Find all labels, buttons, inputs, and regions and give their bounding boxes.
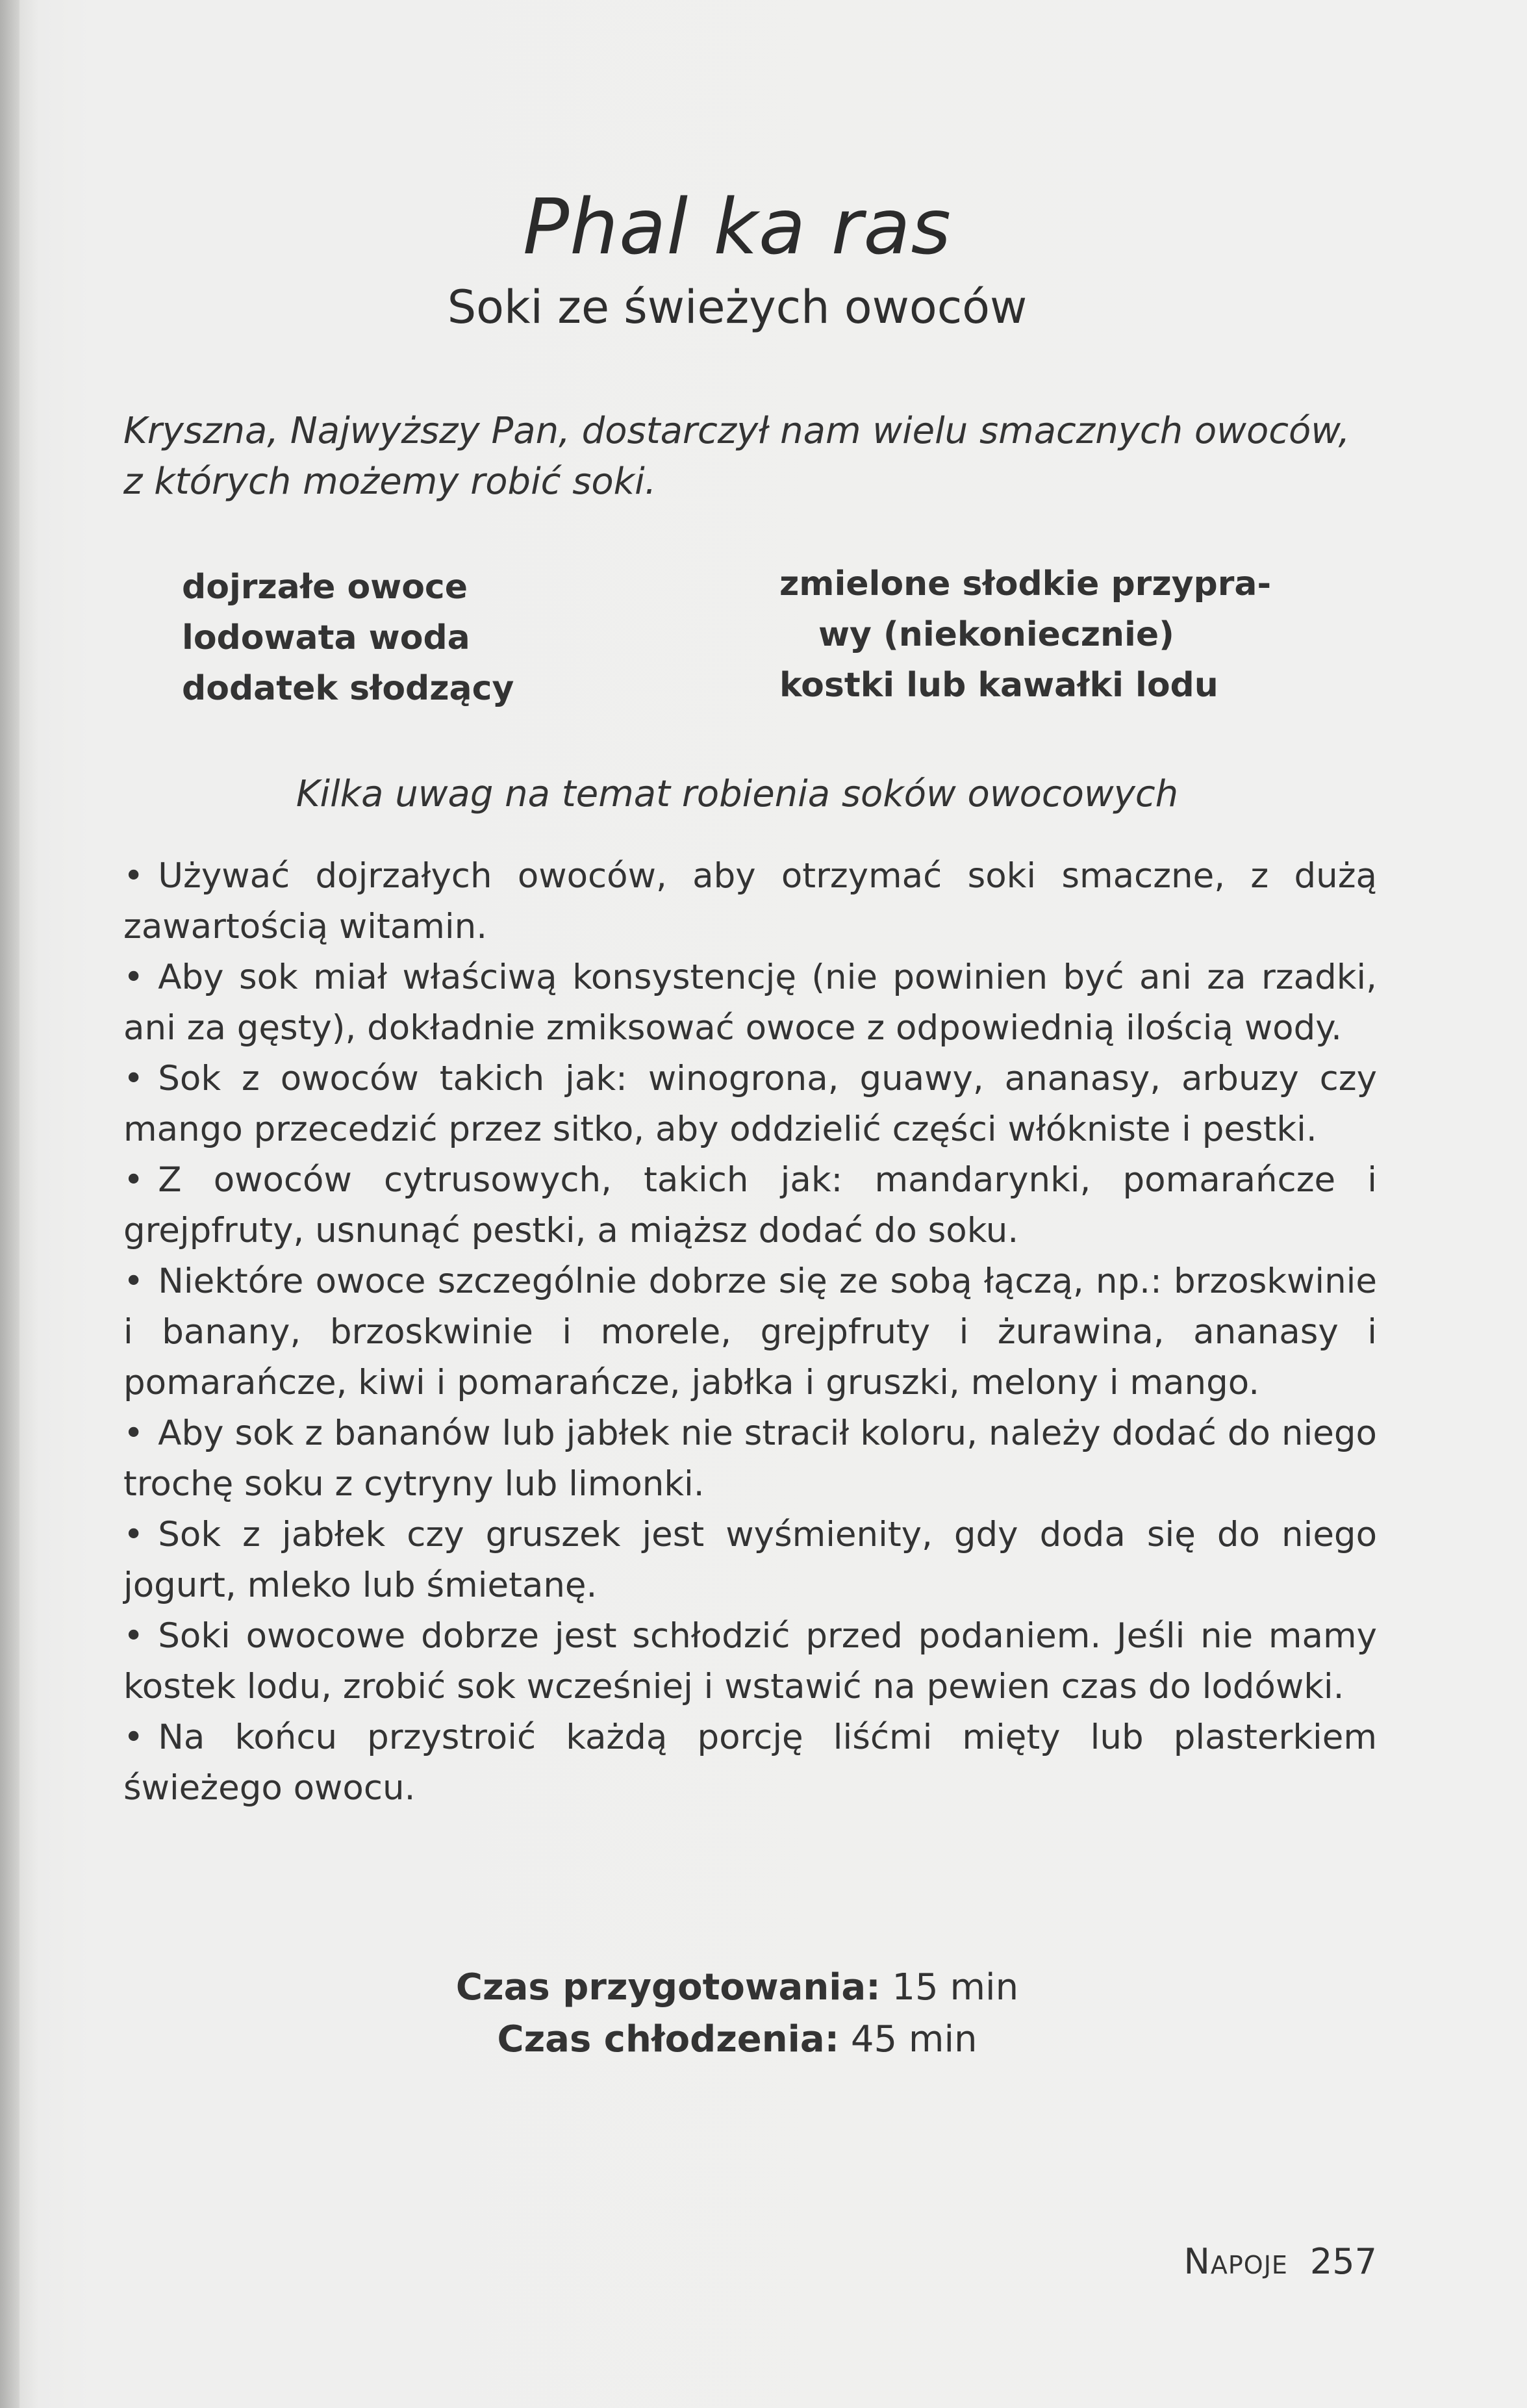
tip-text: Sok z owoców takich jak: winogrona, guawy, ananasy, arbuzy czy mango przecedzić przez sitko, aby oddzielić części włókniste i pestki.: [123, 1059, 1377, 1149]
chill-time: [0, 2014, 1474, 2066]
tip-item: [123, 1510, 1377, 1611]
tip-item: [123, 1408, 1377, 1510]
bullet-icon: •: [123, 1616, 144, 1656]
chill-time-value: 45 min: [850, 2018, 978, 2060]
bullet-icon: •: [123, 1160, 144, 1200]
tip-text: Z owoców cytrusowych, takich jak: mandarynki, pomarańcze i grejpfruty, usnunąć pestki, a miąższ dodać do soku.: [123, 1160, 1377, 1250]
tip-text: Aby sok z bananów lub jabłek nie stracił koloru, należy dodać do niego trochę soku z cytryny lub limonki.: [123, 1413, 1377, 1504]
ingredient-item: dodatek słodzący: [182, 669, 514, 708]
ingredients-left-column: [182, 562, 637, 714]
ingredient-item: zmielone słodkie przypra-: [779, 564, 1272, 603]
ingredients-right-column: [779, 559, 1273, 711]
bullet-icon: •: [123, 1261, 144, 1301]
notes-heading: Kilka uwag na temat robienia soków owocowych: [296, 773, 1179, 815]
tip-text: Używać dojrzałych owoców, aby otrzymać soki smaczne, z dużą zawartością witamin.: [123, 856, 1377, 946]
ingredient-item: wy (niekoniecznie): [818, 615, 1174, 654]
tip-text: Aby sok miał właściwą konsystencję (nie powinien być ani za rzadki, ani za gęsty), dokładnie zmiksować owoce z odpowiednią ilością wody.: [123, 957, 1377, 1048]
recipe-subtitle: Soki ze świeżych owoców: [447, 281, 1028, 334]
timing-block: [0, 1962, 1474, 2066]
tip-text: Na końcu przystroić każdą porcję liśćmi mięty lub plasterkiem świeżego owocu.: [123, 1717, 1377, 1808]
tip-item: [123, 851, 1377, 952]
page-number: 257: [1309, 2241, 1377, 2282]
bullet-icon: •: [123, 1515, 144, 1554]
tip-text: Niektóre owoce szczególnie dobrze się ze sobą łączą, np.: brzoskwinie i banany, brzoskwinie i morele, grejpfruty i żurawina, ananasy i pomarańcze, kiwi i pomarańcze, jabłka i gruszki, melony i mango.: [123, 1261, 1377, 1402]
ingredient-item: lodowata woda: [182, 618, 470, 657]
tip-item: [123, 1611, 1377, 1712]
recipe-title: Phal ka ras: [523, 182, 952, 272]
tip-item: [123, 1054, 1377, 1155]
tips-list: [123, 851, 1377, 1814]
ingredient-item: kostki lub kawałki lodu: [779, 666, 1218, 705]
bullet-icon: •: [123, 1413, 144, 1453]
bullet-icon: •: [123, 1059, 144, 1098]
prep-time: [0, 1962, 1474, 2014]
tip-text: Soki owocowe dobrze jest schłodzić przed podaniem. Jeśli nie mamy kostek lodu, zrobić sok wcześniej i wstawić na pewien czas do lodówki.: [123, 1616, 1377, 1706]
bullet-icon: •: [123, 1717, 144, 1757]
section-name: Napoje: [1183, 2241, 1288, 2282]
tip-item: [123, 1712, 1377, 1814]
tip-text: Sok z jabłek czy gruszek jest wyśmienity, gdy doda się do niego jogurt, mleko lub śmietanę.: [123, 1515, 1377, 1605]
tip-item: [123, 952, 1377, 1054]
prep-time-label: Czas przygotowania:: [455, 1966, 881, 2009]
ingredient-item: dojrzałe owoce: [182, 568, 468, 607]
bullet-icon: •: [123, 957, 144, 997]
chill-time-label: Czas chłodzenia:: [497, 2018, 840, 2060]
tip-item: [123, 1256, 1377, 1408]
bullet-icon: •: [123, 856, 144, 896]
page-footer: [1104, 2241, 1377, 2282]
tip-item: [123, 1155, 1377, 1256]
intro-paragraph: Kryszna, Najwyższy Pan, dostarczył nam wielu smacznych owoców, z których możemy robić soki.: [123, 410, 1350, 503]
prep-time-value: 15 min: [892, 1966, 1019, 2009]
